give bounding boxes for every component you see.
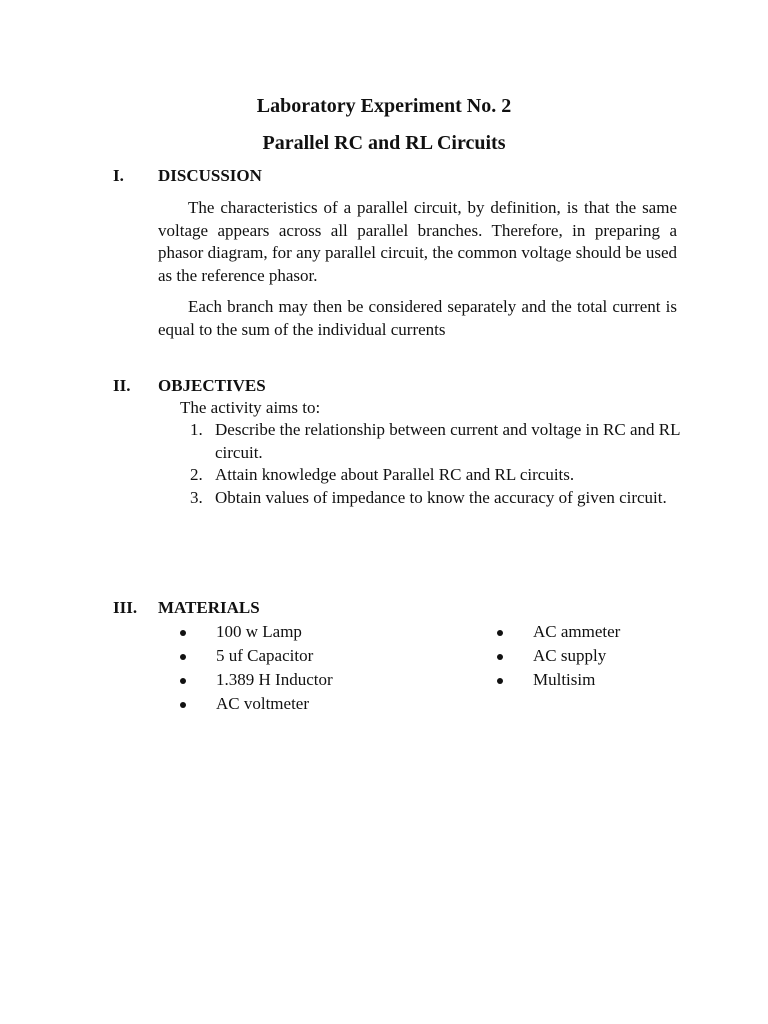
bullet-icon <box>497 630 503 636</box>
section-heading-discussion: DISCUSSION <box>158 166 262 185</box>
objectives-intro: The activity aims to: <box>180 398 321 417</box>
material-text: 100 w Lamp <box>216 622 302 641</box>
section-number-objectives: II. <box>113 376 131 395</box>
section-number-materials: III. <box>113 598 138 617</box>
discussion-paragraph-2: Each branch may then be considered separately and the total current is equal to the sum of the individual currents <box>158 297 677 339</box>
document-title: Laboratory Experiment No. 2 <box>256 95 512 117</box>
objective-number: 3. <box>190 487 203 507</box>
bullet-icon <box>180 630 186 636</box>
section-number-discussion: I. <box>113 166 124 185</box>
section-heading-materials: MATERIALS <box>158 598 260 617</box>
objective-text: Obtain values of impedance to know the accuracy of given circuit. <box>215 487 667 507</box>
material-item <box>180 644 333 668</box>
objectives-list <box>190 419 680 509</box>
objective-text: Describe the relationship between current and voltage in RC and RL circuit. <box>215 420 680 462</box>
material-item <box>180 620 333 644</box>
discussion-paragraph-1: The characteristics of a parallel circuit, by definition, is that the same voltage appears across all parallel branches. Therefore, in preparing a phasor diagram, for any parallel circuit, the common voltage should be used as the reference phasor. <box>158 198 677 285</box>
material-item <box>180 692 333 716</box>
material-item <box>497 644 620 668</box>
objective-item <box>190 464 680 487</box>
material-text: 5 uf Capacitor <box>216 646 314 665</box>
material-item <box>497 620 620 644</box>
objective-number: 2. <box>190 465 203 484</box>
bullet-icon <box>497 654 503 660</box>
objective-item <box>190 419 680 464</box>
materials-list-right <box>497 620 620 692</box>
bullet-icon <box>497 678 503 684</box>
objective-text: Attain knowledge about Parallel RC and RL circuits. <box>215 465 575 484</box>
bullet-icon <box>180 678 186 684</box>
document-subtitle: Parallel RC and RL Circuits <box>262 132 506 154</box>
material-text: 1.389 H Inductor <box>216 670 333 689</box>
material-item <box>180 668 333 692</box>
material-text: AC supply <box>533 646 607 665</box>
material-text: Multisim <box>533 670 596 689</box>
section-heading-objectives: OBJECTIVES <box>158 376 266 395</box>
bullet-icon <box>180 702 186 708</box>
material-item <box>497 668 620 692</box>
material-text: AC voltmeter <box>216 694 310 713</box>
bullet-icon <box>180 654 186 660</box>
material-text: AC ammeter <box>533 622 621 641</box>
materials-list-left <box>180 620 333 716</box>
objective-item <box>190 487 680 510</box>
objective-number: 1. <box>190 420 203 439</box>
